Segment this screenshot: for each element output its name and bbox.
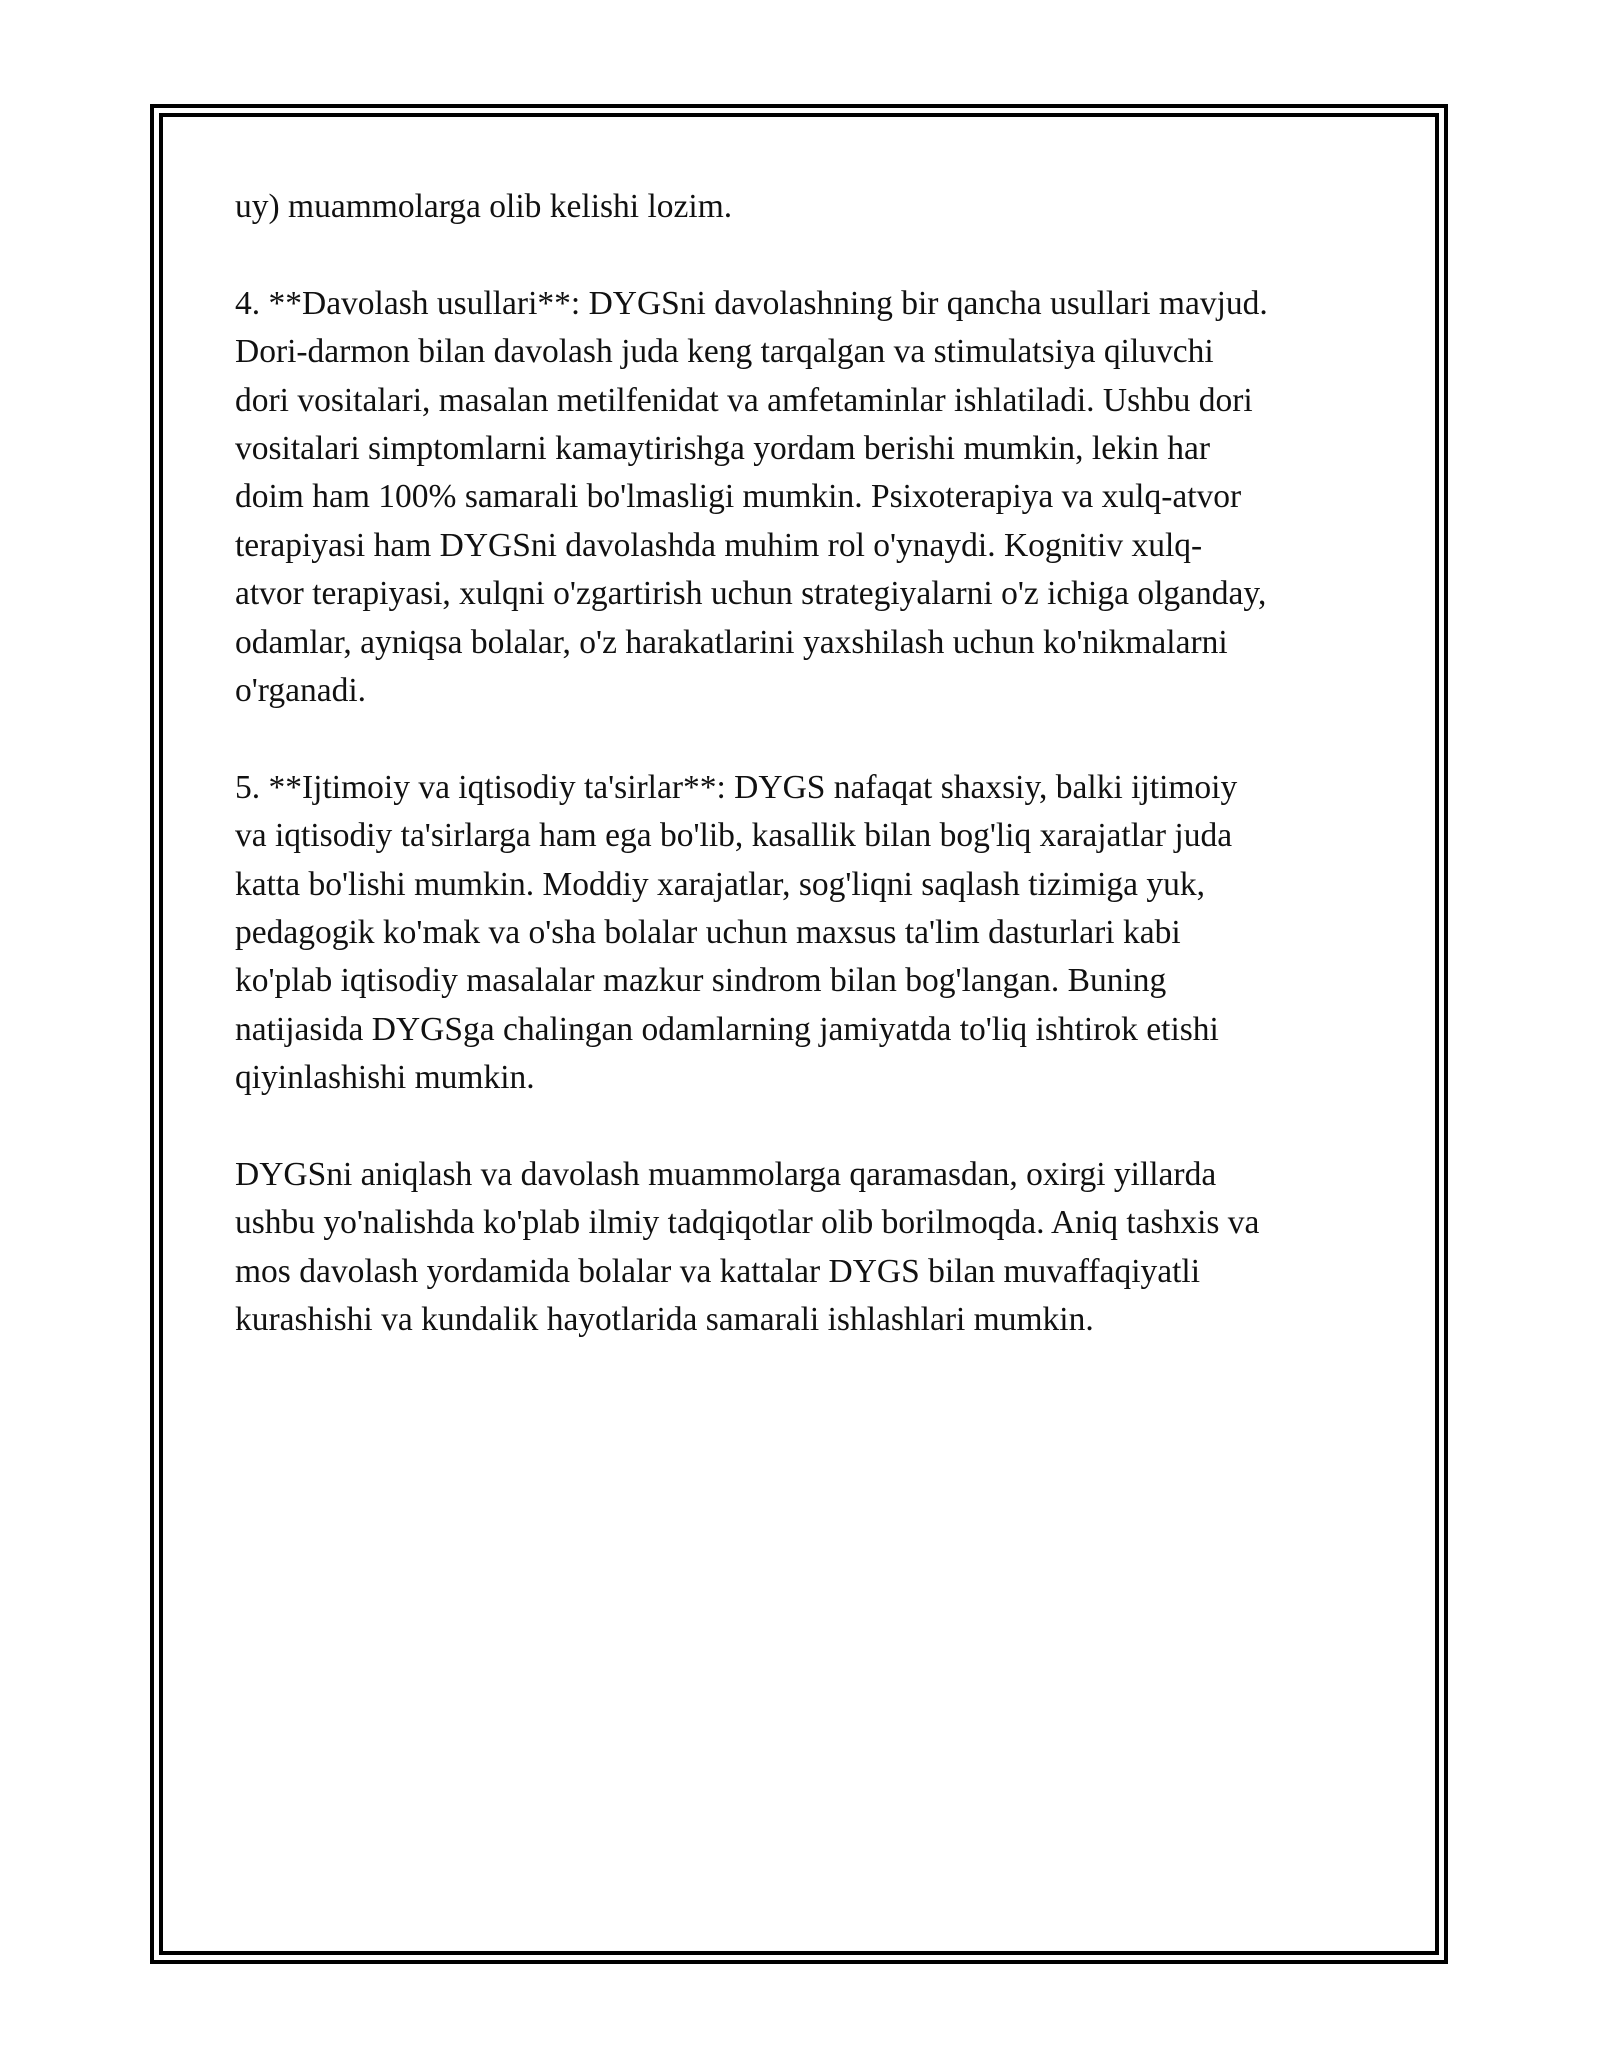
text-line: 4. **Davolash usullari**: DYGSni davolashning bir qancha usullari mavjud. — [235, 284, 1268, 322]
paragraph-social-economic-impacts — [235, 764, 1375, 1103]
text-line: pedagogik ko'mak va o'sha bolalar uchun maxsus ta'lim dasturlari kabi — [235, 914, 1181, 952]
text-line: ushbu yo'nalishda ko'plab ilmiy tadqiqotlar olib borilmoqda. Aniq tashxis va — [235, 1204, 1260, 1242]
paragraph-continuation — [235, 183, 1375, 231]
text-line: atvor terapiyasi, xulqni o'zgartirish uchun strategiyalarni o'z ichiga olganday, — [235, 575, 1267, 613]
text-line: natijasida DYGSga chalingan odamlarning jamiyatda to'liq ishtirok etishi — [235, 1010, 1219, 1048]
text-line: mos davolash yordamida bolalar va kattalar DYGS bilan muvaffaqiyatli — [235, 1252, 1201, 1290]
text-line: dori vositalari, masalan metilfenidat va amfetaminlar ishlatiladi. Ushbu dori — [235, 381, 1253, 419]
text-line: va iqtisodiy ta'sirlarga ham ega bo'lib, kasallik bilan bog'liq xarajatlar juda — [235, 817, 1233, 855]
text-line: o'rganadi. — [235, 672, 367, 710]
text-line: kurashishi va kundalik hayotlarida samarali ishlashlari mumkin. — [235, 1301, 1094, 1339]
text-line: terapiyasi ham DYGSni davolashda muhim rol o'ynaydi. Kognitiv xulq- — [235, 526, 1203, 564]
text-line: qiyinlashishi mumkin. — [235, 1059, 535, 1097]
paragraph-conclusion — [235, 1151, 1375, 1345]
text-line: katta bo'lishi mumkin. Moddiy xarajatlar, sog'liqni saqlash tizimiga yuk, — [235, 865, 1205, 903]
text-line: doim ham 100% samarali bo'lmasligi mumkin. Psixoterapiya va xulq-atvor — [235, 478, 1242, 516]
text-line: DYGSni aniqlash va davolash muammolarga qaramasdan, oxirgi yillarda — [235, 1156, 1217, 1194]
text-line: vositalari simptomlarni kamaytirishga yordam berishi mumkin, lekin har — [235, 430, 1211, 468]
document-body — [235, 183, 1375, 1393]
text-line: odamlar, ayniqsa bolalar, o'z harakatlarini yaxshilash uchun ko'nikmalarni — [235, 623, 1228, 661]
paragraph-treatment-methods — [235, 280, 1375, 716]
text-line: uy) muammolarga olib kelishi lozim. — [235, 188, 733, 225]
text-line: ko'plab iqtisodiy masalalar mazkur sindrom bilan bog'langan. Buning — [235, 962, 1167, 1000]
text-line: Dori-darmon bilan davolash juda keng tarqalgan va stimulatsiya qiluvchi — [235, 333, 1214, 371]
text-line: 5. **Ijtimoiy va iqtisodiy ta'sirlar**: DYGS nafaqat shaxsiy, balki ijtimoiy — [235, 768, 1238, 806]
